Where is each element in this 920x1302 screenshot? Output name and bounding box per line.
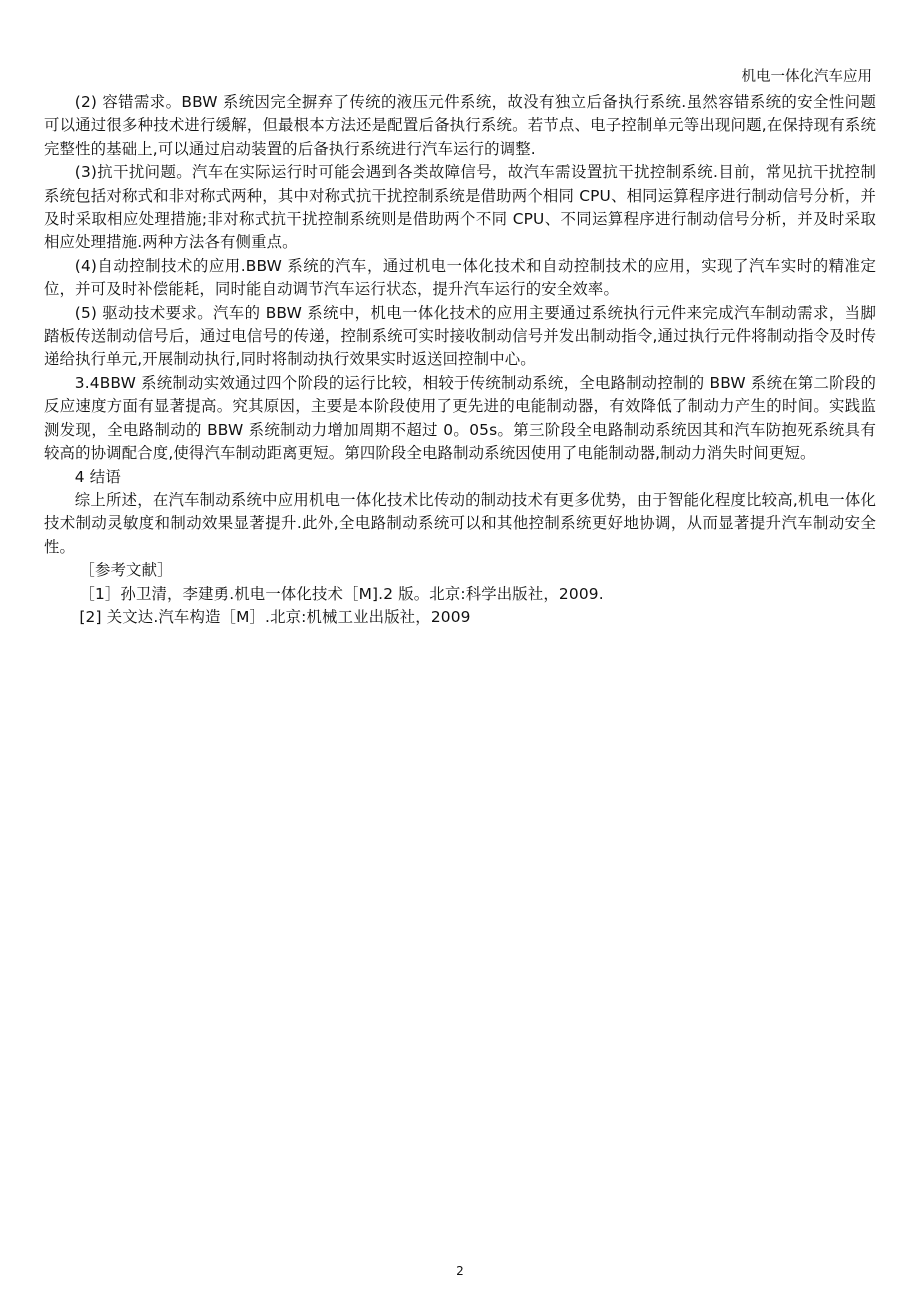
paragraph-anti-interference: (3)抗干扰问题。汽车在实际运行时可能会遇到各类故障信号，故汽车需设置抗干扰控制系统.目前，常见抗干扰控制系统包括对称式和非对称式两种，其中对称式抗干扰控制系统是借助两个相同 CPU、相同运算程序进行制动信号分析，并及时采取相应处理措施;非对称式抗干扰控制系统则是借助两个不同 CPU、不同运算程序进行制动信号分析，并及时采取相应处理措施.两种方法各有侧重点。 — [44, 163, 876, 252]
running-header: 机电一体化汽车应用 — [741, 69, 872, 85]
paragraph-fault-tolerance: (2) 容错需求。BBW 系统因完全摒弃了传统的液压元件系统，故没有独立后备执行系统.虽然容错系统的安全性问题可以通过很多种技术进行缓解，但最根本方法还是配置后备执行系统。若节点、电子控制单元等出现问题,在保持现有系统完整性的基础上,可以通过启动装置的后备执行系统进行汽车运行的调整. — [44, 93, 876, 158]
paragraph-automatic-control: (4)自动控制技术的应用.BBW 系统的汽车，通过机电一体化技术和自动控制技术的应用，实现了汽车实时的精准定位，并可及时补偿能耗，同时能自动调节汽车运行状态，提升汽车运行的安全效率。 — [44, 256, 876, 299]
section-heading-conclusion: 4 结语 — [74, 467, 121, 486]
paragraph-braking-effect: 3.4BBW 系统制动实效通过四个阶段的运行比较，相较于传统制动系统，全电路制动控制的 BBW 系统在第二阶段的反应速度方面有显著提高。究其原因，主要是本阶段使用了更先进的电能制动器，有效降低了制动力产生的时间。实践监测发现，全电路制动的 BBW 系统制动力增加周期不超过 0。05s。第三阶段全电路制动系统因其和汽车防抱死系统具有较高的协调配合度,使得汽车制动距离更短。第四阶段全电路制动系统因使用了电能制动器,制动力消失时间更短。 — [44, 373, 876, 463]
references-title: ［参考文献］ — [79, 561, 173, 580]
paragraph-drive-technology: (5) 驱动技术要求。汽车的 BBW 系统中，机电一体化技术的应用主要通过系统执行元件来完成汽车制动需求，当脚踏板传送制动信号后，通过电信号的传递，控制系统可实时接收制动信号并发出制动指令,通过执行元件将制动指令及时传递给执行单元,开展制动执行,同时将制动执行效果实时返送回控制中心。 — [44, 303, 876, 369]
paragraph-conclusion: 综上所述，在汽车制动系统中应用机电一体化技术比传动的制动技术有更多优势，由于智能化程度比较高,机电一体化技术制动灵敏度和制动效果显著提升.此外,全电路制动系统可以和其他控制系统更好地协调，从而显著提升汽车制动安全性。 — [44, 490, 876, 556]
page-number: 2 — [456, 1264, 464, 1278]
reference-item: [2] 关文达.汽车构造［M］.北京:机械工业出版社，2009 — [79, 607, 471, 626]
reference-item: ［1］孙卫清，李建勇.机电一体化技术［M].2 版。北京:科学出版社，2009. — [79, 584, 604, 603]
document-body — [44, 91, 876, 629]
